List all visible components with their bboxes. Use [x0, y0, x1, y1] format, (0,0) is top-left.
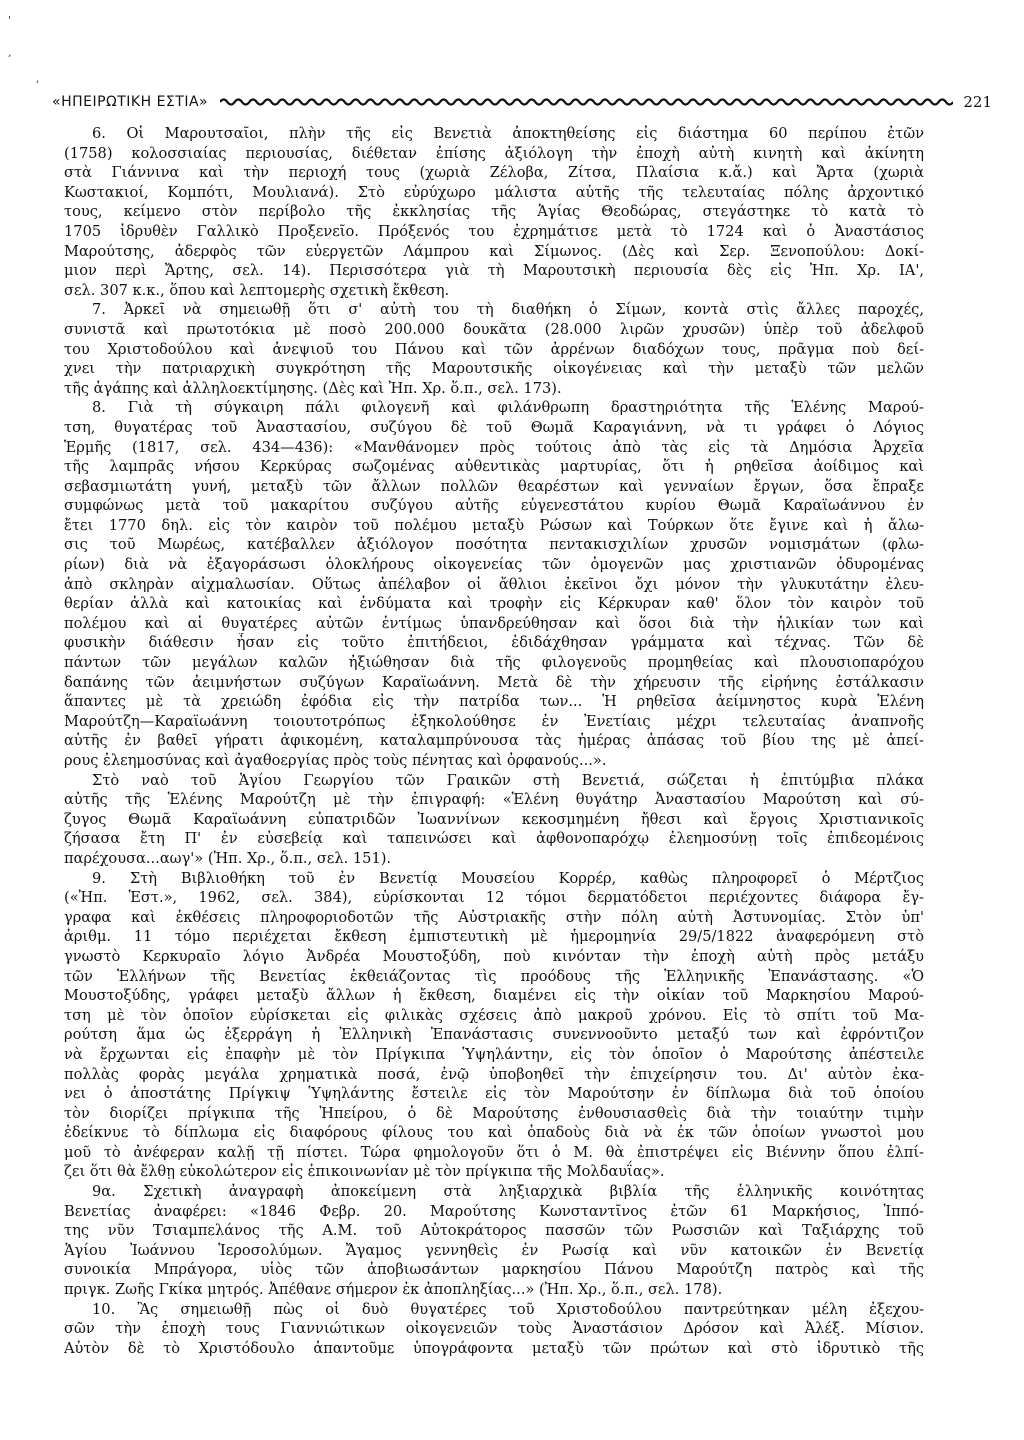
text-line: πάντων τῶν μεγάλων καλῶν ἠξιώθησαν διὰ τῆς φιλογενοῦς προμηθείας καὶ πλουσιοπαρόχου — [64, 654, 924, 672]
text-line: ἔτει 1770 δηλ. εἰς τὸν καιρὸν τοῦ πολέμου μεταξὺ Ρώσων καὶ Τούρκων ὅτε ἔγινε καὶ ἡ ἄλω- — [64, 516, 924, 534]
text-line: στὰ Γιάννινα καὶ τὴν περιοχή τους (χωριὰ Ζέλοβα, Ζίτσα, Πλαίσια κ.ἄ.) καὶ Ἄρτα (χωριὰ — [64, 164, 924, 182]
text-line: Βενετίας ἀναφέρει: «1846 Φεβρ. 20. Μαρούτσης Κωνσταντῖνος ἐτῶν 61 Μαρκήσιος, Ἱππό- — [64, 1202, 924, 1220]
text-line: ἀριθμ. 11 τόμο περιέχεται ἔκθεση ἐμπιστευτικὴ μὲ ἡμερομηνία 29/5/1822 ἀναφερόμενη στὸ — [64, 928, 924, 946]
text-line: τῆς ἀγάπης καὶ ἀλληλοεκτίμησης. (Δὲς καὶ Ἠπ. Χρ. ὅ.π., σελ. 173). — [64, 379, 562, 397]
text-line: συνιστᾶ καὶ πρωτοτόκια μὲ ποσὸ 200.000 δουκᾶτα (28.000 λιρῶν χρυσῶν) ὑπὲρ τοῦ ἀδελφοῦ — [64, 320, 924, 338]
text-line: σελ. 307 κ.κ., ὅπου καὶ λεπτομερὴς σχετικὴ ἔκθεση. — [64, 281, 450, 299]
text-line: τση, θυγατέρας τοῦ Ἀναστασίου, συζύγου δὲ τοῦ Θωμᾶ Καραγιάννη, νὰ τι γράφει ὁ Λόγιος — [64, 418, 924, 436]
text-line: αὐτῆς ἐν βαθεῖ γήρατι ἀφικομένη, καταλαμπρύνουσα τὰς ἡμέρας ἁπάσας τοῦ βίου της μὲ ἀπεί- — [64, 732, 924, 750]
text-line: τῶν Ἑλλήνων τῆς Βενετίας ἐκθειάζοντας τὶς προόδους τῆς Ἑλληνικῆς Ἐπανάστασης. «Ὁ — [64, 967, 924, 985]
margin-mark: , — [8, 46, 12, 59]
notes-text — [64, 124, 924, 1358]
decorative-wave-rule — [220, 97, 953, 107]
text-line: νὰ ἔρχωνται εἰς ἐπαφὴν μὲ τὸν Πρίγκιπα Ὑψηλάντην, εἰς τὸν ὁποῖον ὁ Μαρούτσης ἀπέστειλε — [64, 1045, 924, 1063]
text-line: πριγκ. Ζωῆς Γκίκα μητρός. Ἀπέθανε σήμερον ἐκ ἀποπληξίας...» (Ἠπ. Χρ., ὅ.π., σελ. 178). — [64, 1281, 723, 1299]
text-line: χνει τὴν πατριαρχικὴ συγκρότηση τῆς Μαρουτσικῆς οἰκογένειας καὶ τὴν μεταξὺ τῶν μελῶν — [64, 360, 924, 378]
text-line: θερίαν ἀλλὰ καὶ κατοικίας καὶ ἐνδύματα καὶ τροφὴν εἰς Κέρκυραν καθ' ὅλον τὸν καιρὸν τοῦ — [64, 595, 924, 613]
text-line: τὸν διορίζει πρίγκιπα τῆς Ἠπείρου, ὁ δὲ Μαρούτσης ἐνθουσιασθεὶς διὰ τὴν τοιαύτην τιμὴν — [64, 1104, 924, 1122]
journal-title: «ΗΠΕΙΡΩΤΙΚΗ ΕΣΤΙΑ» — [52, 94, 209, 110]
text-line: Μουστοξύδης, γράφει μεταξὺ ἄλλων ἡ ἔκθεση, διαμένει εἰς τὴν οἰκίαν τοῦ Μαρκησίου Μαρού- — [64, 987, 924, 1005]
text-line: ρους ἐλεημοσύνας καὶ ἀγαθοεργίας πρὸς τοὺς πένητας καὶ ὀρφανούς...». — [64, 752, 607, 769]
text-line: ἐδείκνυε τὸ δίπλωμα εἰς διαφόρους φίλους του καὶ ὁπαδοὺς διὰ νὰ ἐκ τῶν ὁποίων γνωστοὶ μου — [64, 1124, 924, 1142]
margin-mark: ' — [8, 14, 12, 27]
text-line: φυσικὴν διάθεσιν ἦσαν εἰς τοῦτο ἐπιτήδειοι, ἐδιδάχθησαν γράμματα καὶ τέχνας. Τῶν δὲ — [64, 634, 924, 652]
text-line: γραφα καὶ ἐκθέσεις πληροφοριοδοτῶν τῆς Αὐστριακῆς στὴν πόλη αὐτὴ Ἀστυνομίας. Στὸν ὑπ' — [64, 908, 924, 926]
text-line: συνοικία Μπράγορα, υἱὸς τῶν ἀποβιωσάντων μαρκησίου Πάνου Μαρούτζη πατρὸς καὶ τῆς — [64, 1261, 924, 1279]
text-line: 6. Οἱ Μαρουτσαῖοι, πλὴν τῆς εἰς Βενετιὰ ἀποκτηθείσης εἰς διάστημα 60 περίπου ἐτῶν — [92, 125, 924, 142]
margin-mark: , — [36, 72, 40, 85]
text-line: Ἑρμῆς (1817, σελ. 434—436): «Μανθάνομεν πρὸς τούτοις ἀπὸ τὰς εἰς τὰ Δημόσια Ἀρχεῖα — [64, 438, 924, 456]
running-header — [52, 90, 992, 114]
text-line: Μαρούτσης, ἀδερφὸς τῶν εὐεργετῶν Λάμπρου καὶ Σίμωνος. (Δὲς καὶ Σερ. Ξενοπούλου: Δοκί- — [64, 242, 924, 260]
text-line: ρίων) διὰ νὰ ἐξαγοράσωσι ὁλοκλήρους οἰκογενείας τῶν ὁμογενῶν μας χριστιανῶν ὀδυρομένας — [64, 556, 924, 574]
text-line: συμφώνως μετὰ τοῦ μακαρίτου συζύγου αὐτῆς εὐγενεστάτου κυρίου Θωμᾶ Καραϊωάννου ἐν — [64, 497, 924, 515]
text-line: σις τοῦ Μωρέως, κατέβαλλεν ἀξιόλογον ποσότητα πεντακισχιλίων χρυσῶν νομισμάτων (φλω- — [64, 536, 924, 554]
text-line: ζυγος Θωμᾶ Καραϊωάννη εὐπατριδῶν Ἰωαννίνων κεκοσμημένη ἤθεσι καὶ ἔργοις Χριστιανικοῖς — [64, 810, 924, 828]
text-line: 8. Γιὰ τὴ σύγκαιρη πάλι φιλογενῆ καὶ φιλάνθρωπη δραστηριότητα τῆς Ἑλένης Μαρού- — [92, 399, 924, 417]
text-line: παρέχουσα...αωγ'» (Ἠπ. Χρ., ὅ.π., σελ. 151). — [64, 849, 392, 867]
text-line: ζει ὅτι θὰ ἔλθῃ εὐκολώτερον εἰς ἐπικοινωνίαν μὲ τὸν πρίγκιπα τῆς Μολδαυΐας». — [64, 1163, 665, 1181]
text-line: σεβασμιωτάτη γυνή, μεταξὺ τῶν ἄλλων πολλῶν θεαρέστων καὶ γενναίων ἔργων, ὅσα ἔπραξε — [64, 477, 924, 495]
text-line: 10. Ἂς σημειωθῇ πὼς οἱ δυὸ θυγατέρες τοῦ Χριστοδούλου παντρεύτηκαν μέλη ἐξεχου- — [92, 1300, 924, 1318]
text-line: Ἁγίου Ἰωάννου Ἱεροσολύμων. Ἄγαμος γεννηθεὶς ἐν Ρωσίᾳ καὶ νῦν κατοικῶν ἐν Βενετίᾳ — [64, 1241, 924, 1259]
text-line: τους, κείμενο στὸν περίβολο τῆς ἐκκλησίας τῆς Ἁγίας Θεοδώρας, στεγάστηκε τὸ κατὰ τὸ — [64, 203, 924, 221]
text-line: μιον περὶ Ἄρτης, σελ. 14). Περισσότερα γιὰ τὴ Μαρουτσικὴ περιουσία δὲς εἰς Ἠπ. Χρ. ΙΑ', — [64, 262, 924, 280]
text-line: ζήσασα ἔτη Π' ἐν εὐσεβείᾳ καὶ ταπεινώσει καὶ ἀφθονοπαρόχῳ ἐλεημοσύνῃ τοῖς ἐπιδεομένοις — [64, 830, 924, 848]
text-line: Κωστακιοί, Κομπότι, Μουλιανά). Στὸ εὐρύχωρο μάλιστα αὐτῆς τῆς τελευταίας πόλης ἀρχοντικό — [64, 183, 924, 201]
text-line: («Ἠπ. Ἑστ.», 1962, σελ. 384), εὑρίσκονται 12 τόμοι δερματόδετοι περιέχοντες διάφορα ἔγ- — [64, 889, 924, 907]
text-line: αὐτῆς τῆς Ἑλένης Μαρούτζη μὲ τὴν ἐπιγραφή: «Ἑλένη θυγάτηρ Ἀναστασίου Μαρούτση καὶ σύ- — [64, 791, 924, 809]
text-line: πολέμου καὶ αἱ θυγατέρες αὐτῶν ἐντίμως ὑπανδρεύθησαν καὶ ὅσοι διὰ τὴν ἡλικίαν των καὶ — [64, 614, 924, 632]
text-line: πολλὰς φορὰς μεγάλα χρηματικὰ ποσά, ἐνῷ ὑποβοηθεῖ τὴν ἐπιχείρησιν του. Δι' αὐτὸν ἐκα- — [64, 1065, 924, 1083]
text-line: Μαρούτζη—Καραϊωάννη τοιουτοτρόπως ἐξηκολούθησε ἐν Ἐνετίαις μέχρι τελευταίας ἀναπνοῆς — [64, 712, 924, 730]
text-line: σῶν τὴν ἐποχὴ τους Γιαννιώτικων οἰκογενειῶν τοὺς Ἀναστάσιον Δρόσον καὶ Ἀλέξ. Μίσιον. — [64, 1320, 924, 1338]
text-line: 1705 ἱδρυθὲν Γαλλικὸ Προξενεῖο. Πρόξενός του ἐχρημάτισε μετὰ τὸ 1724 καὶ ὁ Ἀναστάσιος — [64, 222, 924, 240]
text-line: (1758) κολοσσιαίας περιουσίας, διέθεταν ἐπίσης ἀξιόλογη τὴν ἐποχὴ αὐτὴ κινητὴ καὶ ἀκίνητη — [64, 144, 924, 162]
text-line: 7. Ἀρκεῖ νὰ σημειωθῇ ὅτι σ' αὐτὴ του τὴ διαθήκη ὁ Σίμων, κοντὰ στὶς ἄλλες παροχές, — [92, 301, 924, 319]
text-line: της νῦν Τσιαμπελάνος τῆς Α.Μ. τοῦ Αὐτοκράτορος πασσῶν τῶν Ρωσσιῶν καὶ Ταξιάρχης τοῦ — [64, 1222, 924, 1240]
text-line: μοῦ τὸ ἀνέφεραν καλῇ τῇ πίστει. Τώρα φημολογοῦν ὅτι ὁ Μ. θὰ ἐπιστρέψει εἰς Βιέννην ὅπου ἐλπί- — [64, 1143, 924, 1161]
text-line: ἀπὸ σκληρὰν αἰχμαλωσίαν. Οὕτως ἀπέλαβον οἱ ἄθλιοι ἐκεῖνοι ὄχι μόνον τὴν γλυκυτάτην ἐλευ- — [64, 575, 924, 593]
text-line: Αὐτὸν δὲ τὸ Χριστόδουλο ἀπαντοῦμε ὑπογράφοντα μεταξὺ τῶν πρώτων καὶ στὸ ἱδρυτικὸ τῆς — [64, 1339, 924, 1357]
page-number: 221 — [963, 93, 992, 111]
text-line: τση μὲ τὸν ὁποῖον εὑρίσκεται εἰς φιλικὰς σχέσεις ἀπὸ μακροῦ χρόνου. Εἰς τὸ σπίτι τοῦ Μα- — [64, 1006, 924, 1024]
text-line: γνωστὸ Κερκυραῖο λόγιο Ἀνδρέα Μουστοξύδη, ποὺ κινόνταν τὴν ἐποχὴ αὐτὴ πρὸς μετάξυ — [64, 947, 924, 965]
text-line: 9. Στὴ Βιβλιοθήκη τοῦ ἐν Βενετίᾳ Μουσείου Κορρέρ, καθὼς πληροφορεῖ ὁ Μέρτζιος — [92, 869, 924, 887]
text-line: τῆς λαμπρᾶς νήσου Κερκύρας σωζομένας αὐθεντικὰς μαρτυρίας, ὅτι ἡ ρηθεῖσα ἀοίδιμος καὶ — [64, 458, 924, 476]
text-line: Στὸ ναὸ τοῦ Ἁγίου Γεωργίου τῶν Γραικῶν στὴ Βενετιά, σώζεται ἡ ἐπιτύμβια πλάκα — [92, 771, 924, 789]
text-line: ρούτση ἅμα ὡς ἐξερράγη ἡ Ἑλληνικὴ Ἐπανάστασις συνεννοοῦντο μεταξύ των καὶ ἐφρόντιζον — [64, 1026, 924, 1044]
text-line: νει ὁ ἀποστάτης Πρίγκιψ Ὑψηλάντης ἔστειλε εἰς τὸν Μαρούτσην ἐν δίπλωμα διὰ τοῦ ὁποίου — [64, 1085, 924, 1103]
text-line: 9α. Σχετικὴ ἀναγραφὴ ἀποκείμενη στὰ ληξιαρχικὰ βιβλία τῆς ἑλληνικῆς κοινότητας — [92, 1183, 924, 1201]
text-line: του Χριστοδούλου καὶ ἀνεψιοῦ του Πάνου καὶ τῶν ἀρρένων διαδόχων τους, πρᾶγμα ποὺ δεί- — [64, 340, 924, 358]
text-line: ἅπαντες μὲ τὰ χρειώδη ἐφόδια εἰς τὴν πατρίδα των... Ἡ ρηθεῖσα ἀείμνηστος κυρὰ Ἑλένη — [64, 693, 924, 711]
text-line: δαπάνης τῶν ἀειμνήστων συζύγων Καραϊωάννη. Μετὰ δὲ τὴν χήρευσιν τῆς εἰρήνης ἐστάλκασιν — [64, 673, 924, 691]
